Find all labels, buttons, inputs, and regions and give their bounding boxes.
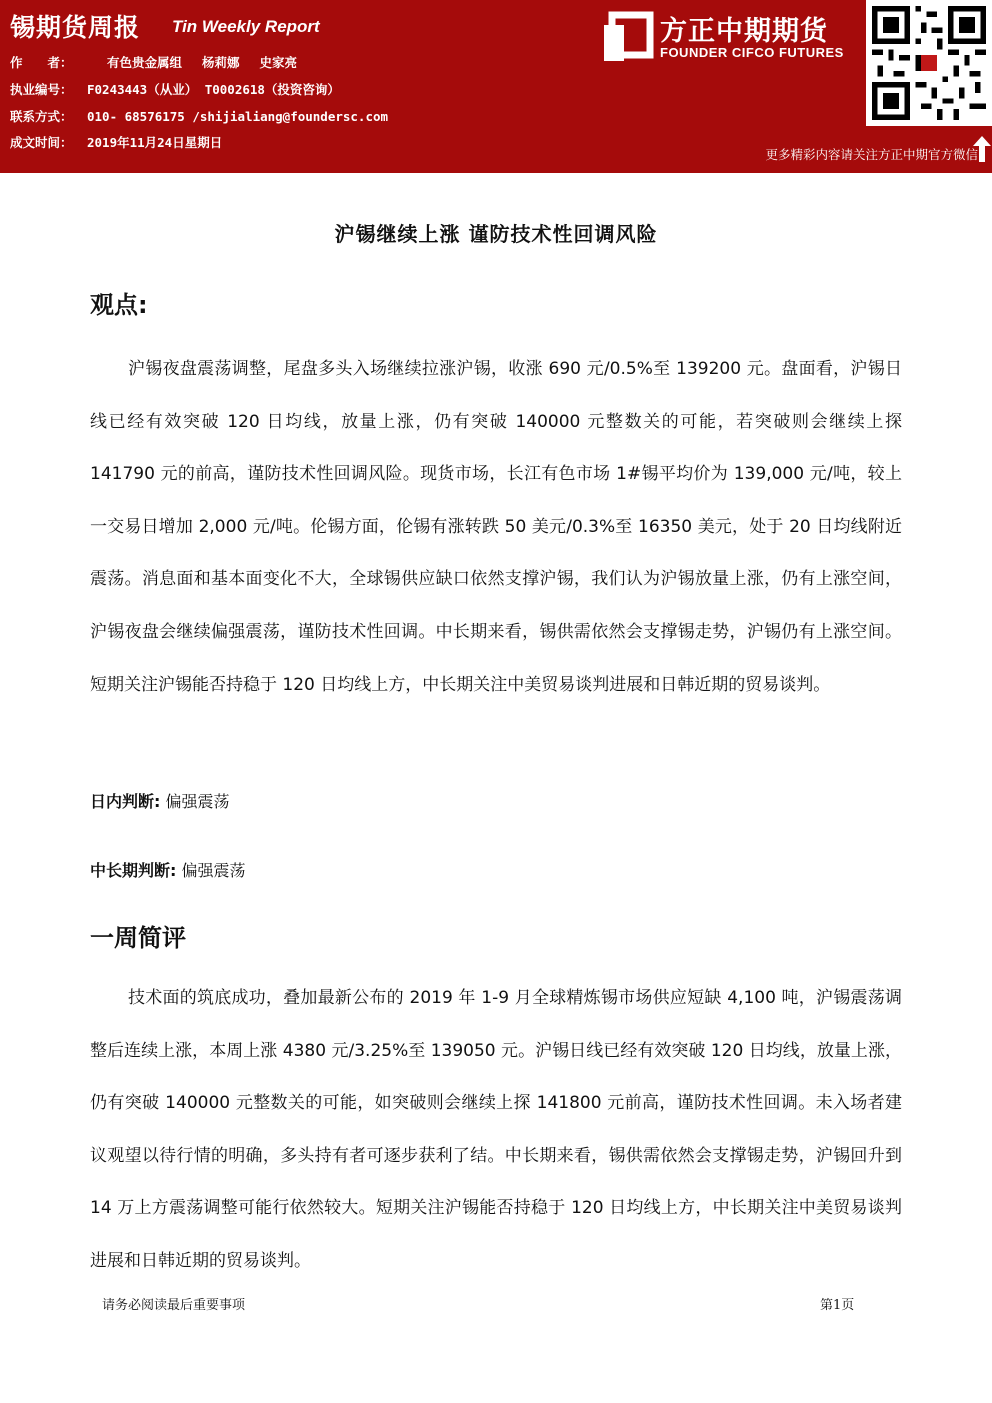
weekly-review-heading: 一周简评 <box>90 924 186 952</box>
qr-code-icon <box>872 6 986 120</box>
contact-line <box>10 107 388 125</box>
contact-value: 010- 68576175 /shijialiang@foundersc.com <box>87 109 389 124</box>
intraday-label: 日内判断: <box>90 792 161 811</box>
longterm-judgment <box>90 858 246 881</box>
document-title: 沪锡继续上涨 谨防技术性回调风险 <box>334 222 658 246</box>
date-label: 成文时间： <box>10 135 73 150</box>
footer-disclaimer: 请务必阅读最后重要事项 <box>102 1298 246 1313</box>
weekly-review-paragraph: 技术面的筑底成功，叠加最新公布的 2019 年 1-9 月全球精炼锡市场供应短缺 4,100 吨，沪锡震荡调整后连续上涨，本周上涨 4380 元/3.25%至 139050 元。沪锡日线已经有效突破 120 日均线，放量上涨，仍有突破 140000 元整数关的可能，如突破则会继续上探 141800 元前高，谨防技术性回调。未入场者建议观望以待行情的明确，多头持有者可逐步获利了结。中长期来看，锡供需依然会支撑锡走势，沪锡回升到 14 万上方震荡调整可能行依然较大。短期关注沪锡能否持稳于 120 日均线上方，中长期关注中美贸易谈判进展和日韩近期的贸易谈判。 <box>90 988 902 1271</box>
author-line <box>10 53 317 71</box>
date-value: 2019年11月24日星期日 <box>87 135 223 150</box>
intraday-value: 偏强震荡 <box>165 792 230 811</box>
arrow-up-icon <box>973 136 991 162</box>
report-header <box>0 0 992 163</box>
company-logo <box>600 7 862 65</box>
logo-text-en: FOUNDER CIFCO FUTURES <box>660 45 844 60</box>
date-line <box>10 133 222 151</box>
longterm-label: 中长期判断: <box>90 861 177 880</box>
author-group: 有色贵金属组 <box>107 55 183 70</box>
author-label: 作 者： <box>10 55 73 70</box>
wechat-follow-note: 更多精彩内容请关注方正中期官方微信 <box>765 147 978 162</box>
report-title-en: Tin Weekly Report <box>172 17 320 36</box>
contact-label: 联系方式： <box>10 109 73 124</box>
report-title-cn: 锡期货周报 <box>10 13 141 42</box>
viewpoint-heading: 观点: <box>90 291 148 319</box>
founder-logo-icon <box>602 11 654 63</box>
author-name-1: 杨莉娜 <box>202 55 240 70</box>
license-label: 执业编号： <box>10 82 73 97</box>
intraday-judgment <box>90 789 230 812</box>
license-value: F0243443（从业） T0002618（投资咨询） <box>87 82 340 97</box>
longterm-value: 偏强震荡 <box>181 861 246 880</box>
author-name-2: 史家亮 <box>259 55 298 70</box>
wechat-qr-code <box>866 0 992 126</box>
license-line <box>10 80 340 98</box>
logo-text-cn: 方正中期期货 <box>660 16 828 47</box>
viewpoint-paragraph: 沪锡夜盘震荡调整，尾盘多头入场继续拉涨沪锡，收涨 690 元/0.5%至 139200 元。盘面看，沪锡日线已经有效突破 120 日均线，放量上涨，仍有突破 140000 元整数关的可能，若突破则会继续上探 141790 元的前高，谨防技术性回调风险。现货市场，长江有色市场 1#锡平均价为 139,000 元/吨，较上一交易日增加 2,000 元/吨。伦锡方面，伦锡有涨转跌 50 美元/0.3%至 16350 美元，处于 20 日均线附近震荡。消息面和基本面变化不大，全球锡供应缺口依然支撑沪锡，我们认为沪锡放量上涨，仍有上涨空间，沪锡夜盘会继续偏强震荡，谨防技术性回调。中长期来看，锡供需依然会支撑锡走势，沪锡仍有上涨空间。短期关注沪锡能否持稳于 120 日均线上方，中长期关注中美贸易谈判进展和日韩近期的贸易谈判。 <box>90 359 902 695</box>
page-number: 第1页 <box>820 1298 855 1313</box>
header-divider <box>0 163 992 173</box>
